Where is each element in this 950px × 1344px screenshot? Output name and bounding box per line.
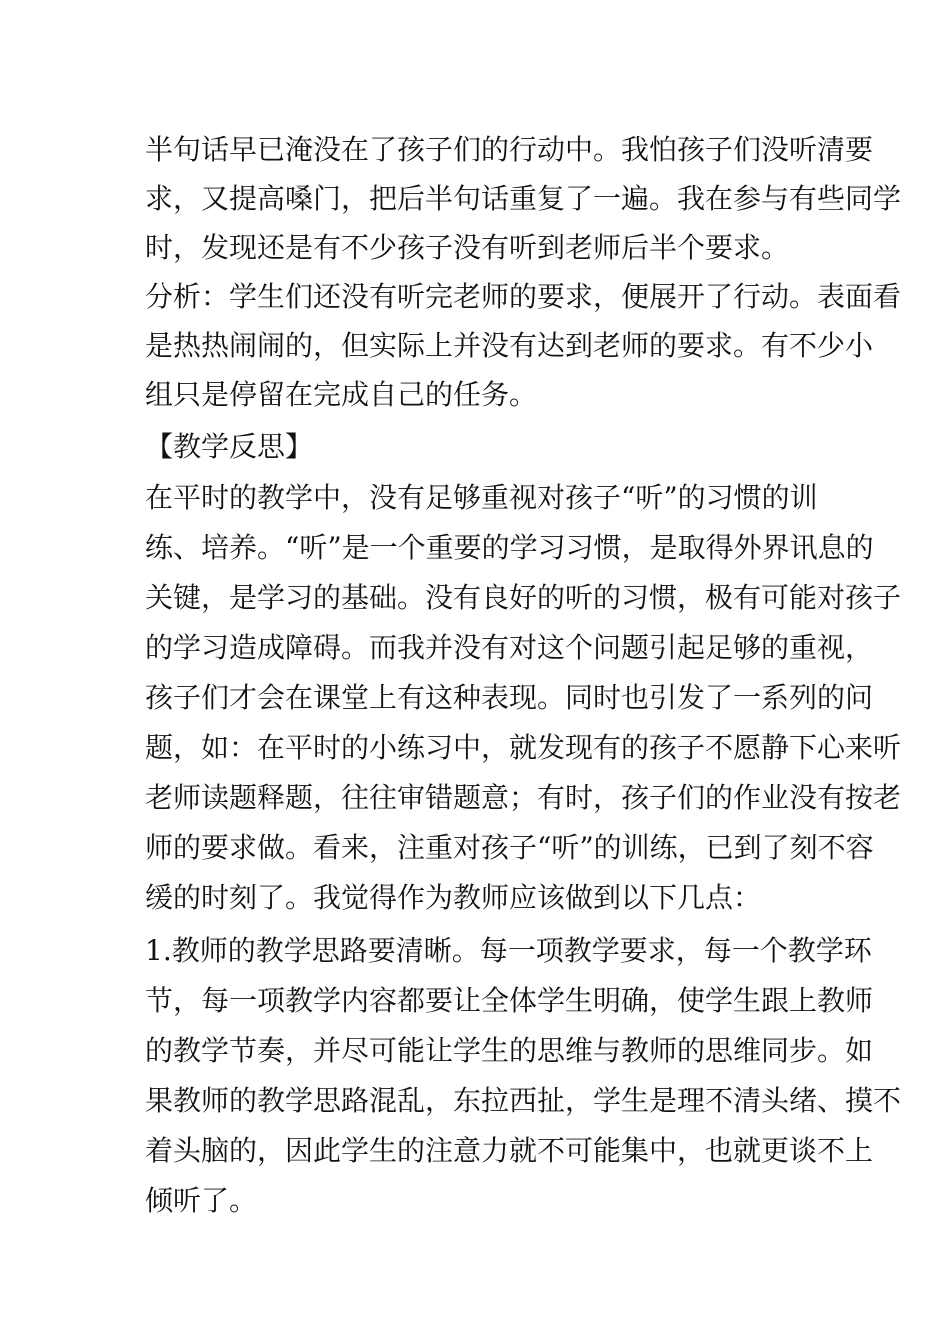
text-line: 练、培养。“听”是一个重要的学习习惯，是取得外界讯息的	[145, 531, 874, 564]
text-line: 节，每一项教学内容都要让全体学生明确，使学生跟上教师	[145, 984, 874, 1017]
text-line: 缓的时刻了。我觉得作为教师应该做到以下几点：	[145, 881, 762, 914]
text-line: 题，如：在平时的小练习中，就发现有的孩子不愿静下心来听	[145, 731, 902, 764]
text-line: 半句话早已淹没在了孩子们的行动中。我怕孩子们没听清要	[145, 133, 874, 166]
text-line: 果教师的教学思路混乱，东拉西扯，学生是理不清头绪、摸不	[145, 1084, 902, 1117]
text-line: 是热热闹闹的，但实际上并没有达到老师的要求。有不少小	[145, 329, 874, 362]
text-line: 孩子们才会在课堂上有这种表现。同时也引发了一系列的问	[145, 681, 874, 714]
text-line: 的教学节奏，并尽可能让学生的思维与教师的思维同步。如	[145, 1034, 874, 1067]
text-line: 组只是停留在完成自己的任务。	[145, 378, 538, 411]
text-line: 着头脑的，因此学生的注意力就不可能集中，也就更谈不上	[145, 1134, 874, 1167]
list-item: 1.教师的教学思路要清晰。每一项教学要求，每一个教学环	[145, 934, 872, 967]
text-line: 求，又提高嗓门，把后半句话重复了一遍。我在参与有些同学	[145, 182, 902, 215]
text-line: 师的要求做。看来，注重对孩子“听”的训练，已到了刻不容	[145, 831, 874, 864]
text-line: 倾听了。	[145, 1184, 258, 1217]
text-line: 老师读题释题，往往审错题意；有时，孩子们的作业没有按老	[145, 781, 902, 814]
text-line: 关键，是学习的基础。没有良好的听的习惯，极有可能对孩子	[145, 581, 902, 614]
text-line: 在平时的教学中，没有足够重视对孩子“听”的习惯的训	[145, 481, 818, 514]
section-heading: 【教学反思】	[145, 430, 314, 463]
text-line: 的学习造成障碍。而我并没有对这个问题引起足够的重视，	[145, 631, 874, 664]
text-line: 分析：学生们还没有听完老师的要求，便展开了行动。表面看	[145, 280, 902, 313]
text-line: 时，发现还是有不少孩子没有听到老师后半个要求。	[145, 231, 790, 264]
